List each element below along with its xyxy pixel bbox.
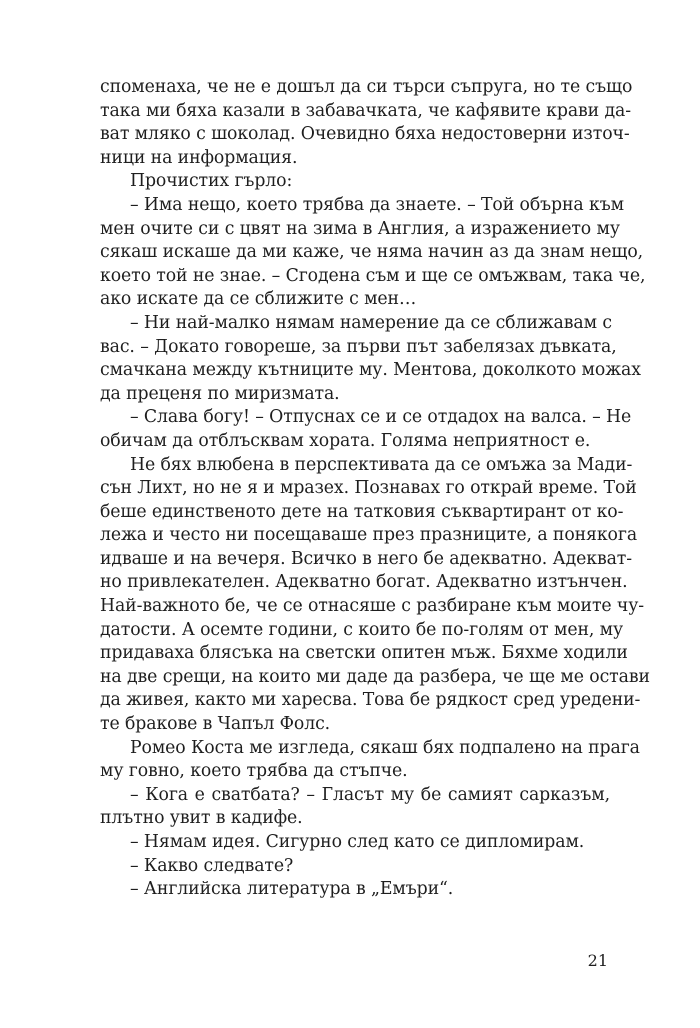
text-line: – Нямам идея. Сигурно след като се дипломирам. bbox=[130, 832, 585, 852]
text-line: – Има нещо, което трябва да знаете. – Той обърна към bbox=[130, 194, 624, 215]
text-line: споменаха, че не е дошъл да си търси съпруга, но те също bbox=[100, 77, 633, 97]
text-line: ако искате да се сближите с мен… bbox=[100, 289, 417, 310]
text-line: придаваха блясъка на светски опитен мъж. Бяхме ходили bbox=[100, 643, 628, 664]
text-line: ват мляко с шоколад. Очевидно бяха недостоверни източ- bbox=[100, 124, 630, 145]
text-line: – Ни най-малко нямам намерение да се сближавам с bbox=[130, 312, 612, 333]
text-line: Не бях влюбена в перспективата да се омъжа за Мади- bbox=[130, 454, 633, 475]
text-line: но привлекателен. Адекватно богат. Адекватно изтънчен. bbox=[100, 572, 628, 593]
page-body bbox=[100, 76, 650, 902]
text-line: така ми бяха казали в забавачката, че кафявите крави да- bbox=[100, 100, 631, 121]
text-line: – Слава богу! – Отпуснах се и се отдадох на валса. – Не bbox=[130, 407, 632, 428]
text-line: да живея, както ми харесва. Това бе рядкост сред уредени- bbox=[100, 690, 641, 711]
text-line: – Английска литература в „Емъри“. bbox=[130, 879, 454, 900]
text-line: лежа и често ни посещаваше през празниците, а понякога bbox=[100, 525, 638, 546]
text-line: сякаш искаше да ми каже, че няма начин аз да знам нещо, bbox=[100, 242, 644, 263]
text-line: обичам да отблъсквам хората. Голяма неприятност е. bbox=[100, 430, 591, 451]
text-line: беше единственото дете на татковия съквартирант от ко- bbox=[100, 501, 624, 522]
text-line: мен очите си с цвят на зима в Англия, а изражението му bbox=[100, 218, 620, 239]
text-line: Най-важното бе, че се отнасяше с разбиране към моите чу- bbox=[100, 596, 645, 617]
text-line: му говно, което трябва да стъпче. bbox=[100, 761, 408, 782]
text-line: – Кога е сватбата? – Гласът му бе самият сарказъм, bbox=[130, 784, 610, 805]
text-line: сън Лихт, но не я и мразех. Познавах го открай време. Той bbox=[100, 478, 637, 499]
text-line: идваше и на вечеря. Всичко в него бе адекватно. Адекват- bbox=[100, 548, 632, 569]
text-line: ници на информация. bbox=[100, 147, 298, 168]
page-number: 21 bbox=[587, 951, 608, 970]
text-line: Ромео Коста ме изгледа, сякаш бях подпалено на прага bbox=[130, 737, 640, 758]
text-line: – Какво следвате? bbox=[130, 855, 294, 876]
text-line: плътно увит в кадифе. bbox=[100, 808, 303, 829]
text-line: което той не знае. – Сгодена съм и ще се омъжвам, така че, bbox=[100, 265, 646, 286]
text-line: на две срещи, на които ми даде да разбера, че ще ме остави bbox=[100, 666, 650, 687]
text-line: Прочистих гърло: bbox=[130, 171, 293, 192]
text-line: вас. – Докато говореше, за първи път забелязах дъвката, bbox=[100, 336, 617, 357]
text-line: датости. А осемте години, с които бе по-голям от мен, му bbox=[100, 619, 624, 640]
text-line: смачкана между кътниците му. Ментова, доколкото можах bbox=[100, 360, 641, 381]
text-line: да преценя по миризмата. bbox=[100, 383, 340, 404]
text-line: те бракове в Чапъл Фолс. bbox=[100, 714, 331, 735]
